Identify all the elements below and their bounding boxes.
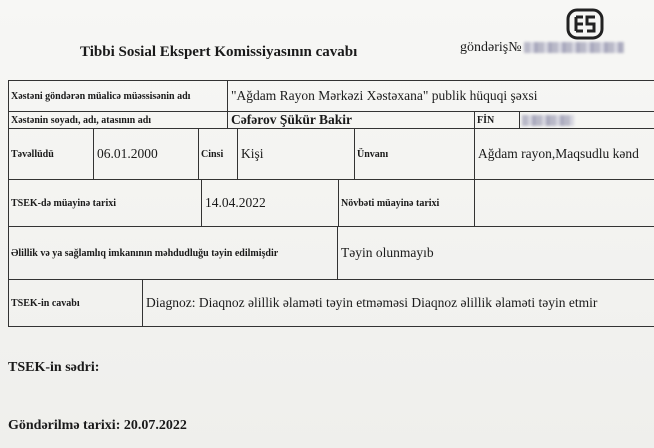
institution-value: "Ağdam Rayon Mərkəzi Xəstəxana" publik hüquqi şəxsi: [227, 80, 654, 112]
patient-name-label: Xəstənin soyadı, adı, atasının adı: [8, 111, 228, 129]
exam-date-label: TSEK-də müayinə tarixi: [8, 179, 202, 227]
document-title: Tibbi Sosial Ekspert Komissiyasının cavabı: [80, 44, 358, 60]
answer-value: Diagnoz: Diaqnoz əlillik əlaməti təyin etməməsi Diaqnoz əlillik əlaməti təyin etmir: [142, 279, 654, 327]
institution-label: Xəstəni göndərən müalicə müəssisənin adı: [8, 80, 228, 112]
redacted-referral-number: [524, 42, 624, 53]
e-gov-logo-icon: [566, 8, 604, 40]
sent-date: Göndərilmə tarixi: 20.07.2022: [8, 418, 187, 433]
chairman-label: TSEK-in sədri:: [8, 360, 100, 375]
referral-label: göndəriş№: [460, 40, 522, 55]
fin-value: [519, 111, 654, 129]
address-value: Ağdam rayon,Maqsudlu kənd: [474, 128, 654, 180]
redacted-fin: [522, 115, 574, 126]
disability-label: Əlillik və ya sağlamlıq imkanının məhdudluğu təyin edilmişdir: [8, 226, 338, 280]
next-exam-value: [474, 179, 654, 227]
birth-date-label: Təvəllüdü: [8, 128, 94, 180]
address-label: Ünvanı: [354, 128, 475, 180]
answer-label: TSEK-in cavabı: [8, 279, 143, 327]
gender-value: Kişi: [237, 128, 355, 180]
fin-label: FİN: [474, 111, 520, 129]
gender-label: Cinsi: [198, 128, 238, 180]
referral-number: [460, 40, 624, 56]
exam-date-value: 14.04.2022: [201, 179, 339, 227]
patient-name-value: Cəfərov Şükür Bakir: [227, 111, 475, 129]
birth-date-value: 06.01.2000: [93, 128, 199, 180]
next-exam-label: Növbəti müayinə tarixi: [338, 179, 475, 227]
disability-value: Təyin olunmayıb: [337, 226, 654, 280]
